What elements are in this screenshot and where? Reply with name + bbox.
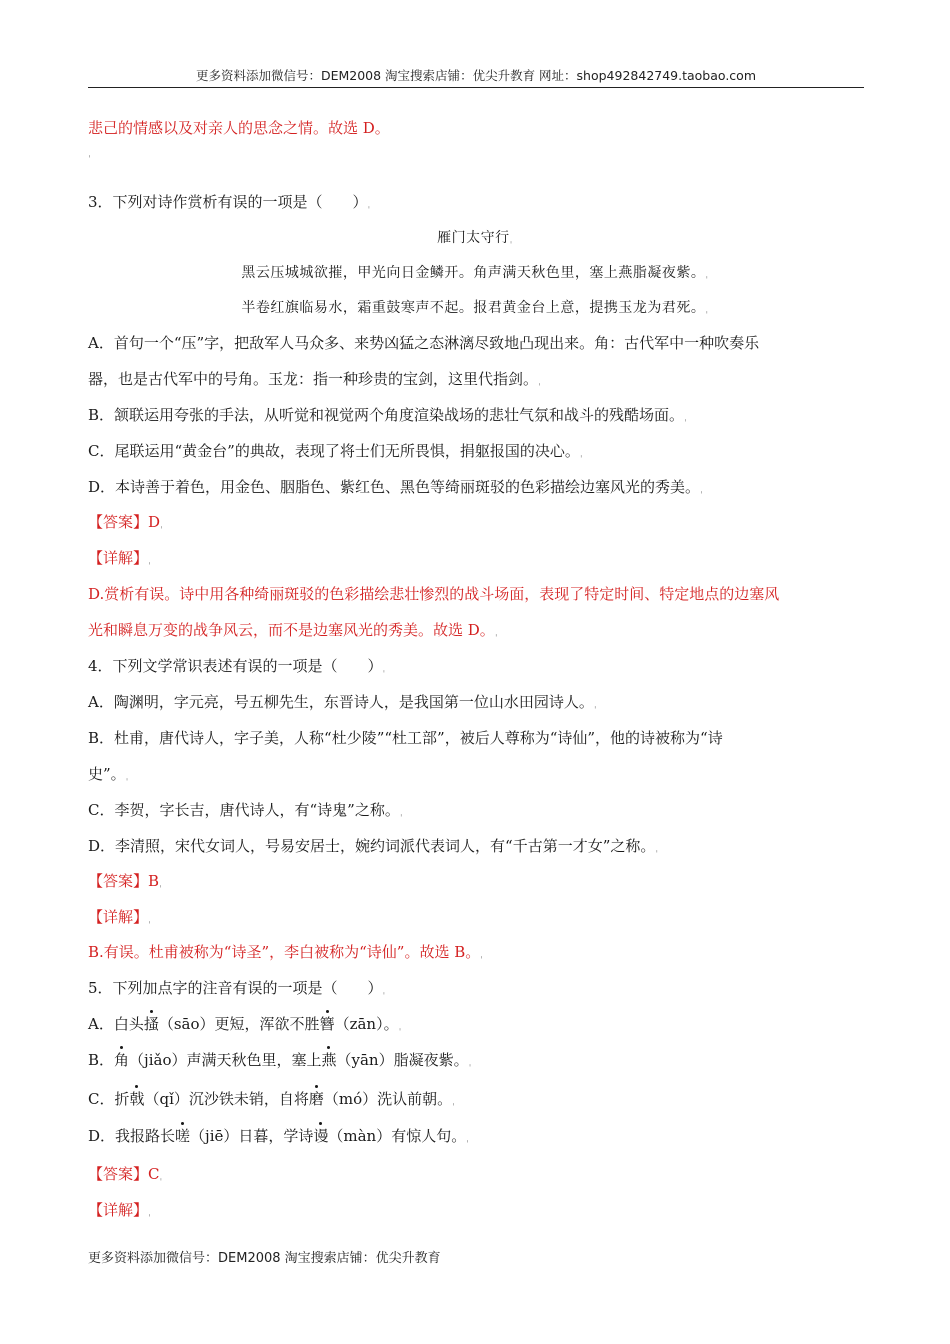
intro-line: 悲己的情感以及对亲人的思念之情。故选 D。 [88,119,390,137]
q3-poem-line1: 黑云压城城欲摧，甲光向日金鳞开。角声满天秋色里，塞上燕脂凝夜紫。ˌ [241,265,709,281]
dotted-char: 谩 [313,1127,329,1145]
q4-answer: 【答案】Bˌ [88,872,162,890]
q3-stem: 3．下列对诗作赏析有误的一项是（ ）ˌ [88,193,371,211]
dotted-char: 磨 [308,1090,324,1108]
q4-option-b-line1: B．杜甫，唐代诗人，字子美，人称“杜少陵”“杜工部”，被后人尊称为“诗仙”，他的诗被称为“诗 [88,729,723,747]
dotted-char: 燕 [321,1051,337,1069]
dotted-char: 搔 [143,1015,159,1033]
dotted-char: 嗟 [175,1127,191,1145]
q4-stem: 4．下列文学常识表述有误的一项是（ ）ˌ [88,657,386,675]
q5-detail-label: 【详解】ˌ [88,1201,151,1219]
q3-poem-title: 雁门太守行ˌ [437,230,513,246]
q3-detail-line2: 光和瞬息万变的战争风云，而不是边塞风光的秀美。故选 D。ˌ [88,621,498,639]
q4-option-d: D．李清照，宋代女词人，号易安居士，婉约词派代表词人，有“千古第一才女”之称。ˌ [88,837,659,855]
q5-option-d: D．我报路长嗟（jiē）日暮，学诗谩（màn）有惊人句。ˌ [88,1127,469,1145]
q3-option-b: B．颔联运用夸张的手法，从听觉和视觉两个角度渲染战场的悲壮气氛和战斗的残酷场面。ˌ [88,406,687,424]
q3-option-a-line2: 器，也是古代军中的号角。玉龙：指一种珍贵的宝剑，这里代指剑。ˌ [88,370,541,388]
page-header: 更多资料添加微信号：DEM2008 淘宝搜索店铺：优尖升教育 网址：shop492842749.taobao.com [195,68,757,83]
q3-option-c: C．尾联运用“黄金台”的典故，表现了将士们无所畏惧，捐躯报国的决心。ˌ [88,442,583,460]
q4-option-b-line2: 史”。ˌ [88,765,129,783]
q3-poem-line2: 半卷红旗临易水，霜重鼓寒声不起。报君黄金台上意，提携玉龙为君死。ˌ [241,300,709,316]
q4-detail-line1: B.有误。杜甫被称为“诗圣”，李白被称为“诗仙”。故选 B。ˌ [88,943,484,961]
q3-option-a-line1: A．首句一个“压”字，把敌军人马众多、来势凶猛之态淋漓尽致地凸现出来。角：古代军中一种吹奏乐 [88,334,760,352]
header-divider [88,87,864,88]
dotted-char: 戟 [129,1090,145,1108]
dotted-char: 簪 [319,1015,335,1033]
dotted-char: 角 [114,1051,130,1069]
q3-detail-line1: D.赏析有误。诗中用各种绮丽斑驳的色彩描绘悲壮惨烈的战斗场面，表现了特定时间、特定地点的边塞风 [88,585,780,603]
q5-option-c: C．折戟（qǐ）沉沙铁未销，自将磨（mó）洗认前朝。ˌ [88,1090,455,1108]
q3-option-d: D．本诗善于着色，用金色、胭脂色、紫红色、黑色等绮丽斑驳的色彩描绘边塞风光的秀美。ˌ [88,478,703,496]
q3-detail-label: 【详解】ˌ [88,549,151,567]
q4-detail-label: 【详解】ˌ [88,908,151,926]
q5-option-b: B．角（jiǎo）声满天秋色里，塞上燕（yān）脂凝夜紫。ˌ [88,1051,472,1069]
q5-stem: 5．下列加点字的注音有误的一项是（ ）ˌ [88,979,386,997]
q4-option-a: A．陶渊明，字元亮，号五柳先生，东晋诗人，是我国第一位山水田园诗人。ˌ [88,693,597,711]
paragraph-mark: ˌ [88,148,91,159]
q5-option-a: A．白头搔（sāo）更短，浑欲不胜簪（zān）。ˌ [88,1015,402,1033]
page-footer: 更多资料添加微信号：DEM2008 淘宝搜索店铺：优尖升教育 [88,1251,441,1266]
q4-option-c: C．李贺，字长吉，唐代诗人，有“诗鬼”之称。ˌ [88,801,403,819]
q5-answer: 【答案】Cˌ [88,1165,163,1183]
q3-answer: 【答案】Dˌ [88,513,163,531]
